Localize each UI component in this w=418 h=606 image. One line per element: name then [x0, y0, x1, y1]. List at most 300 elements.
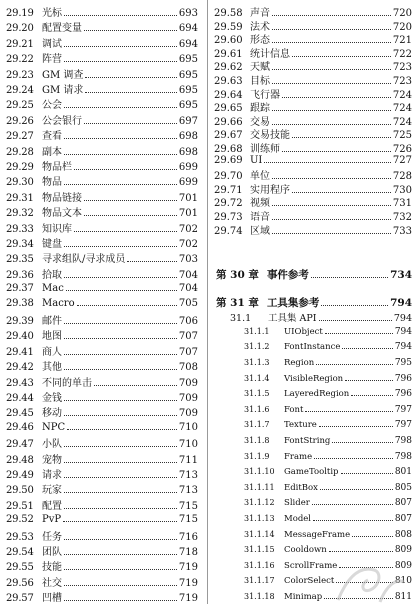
leader-dots — [272, 33, 391, 43]
toc-entry[interactable] — [244, 574, 412, 587]
leader-dots — [63, 512, 177, 522]
leader-dots — [64, 453, 177, 463]
entry-title: 物品 — [42, 177, 62, 189]
leader-dots — [84, 114, 177, 124]
toc-entry[interactable] — [6, 158, 198, 173]
leader-dots — [292, 129, 391, 139]
entry-title: 键盘 — [42, 239, 62, 250]
leader-dots — [329, 542, 393, 552]
section-title: 工具集 API — [268, 313, 317, 324]
entry-page: 718 — [178, 547, 198, 558]
toc-entry[interactable] — [6, 466, 198, 481]
entry-page: 796 — [394, 373, 412, 384]
entry-page: 710 — [178, 439, 198, 451]
entry-title: 实用程序 — [250, 184, 290, 196]
entry-title: FontString — [284, 435, 331, 446]
entry-number: 31.1.11 — [244, 482, 275, 492]
entry-title: 法术 — [250, 21, 270, 33]
entry-page: 805 — [394, 482, 412, 493]
entry-title: 地图 — [42, 331, 62, 343]
entry-title: 不同的单击 — [42, 377, 92, 389]
entry-page: 715 — [178, 500, 198, 512]
toc-entry[interactable] — [6, 35, 198, 50]
entry-title: GameTooltip — [284, 467, 339, 478]
entry-number: 31.1.13 — [244, 513, 275, 523]
entry-title: 调试 — [42, 38, 62, 50]
entry-number: 29.46 — [6, 421, 34, 433]
leader-dots — [272, 169, 391, 179]
entry-title: FontInstance — [284, 342, 341, 353]
toc-entry[interactable] — [6, 250, 198, 265]
entry-number: 29.28 — [6, 146, 34, 158]
toc-entry[interactable] — [214, 222, 412, 237]
leader-dots — [85, 83, 177, 93]
leader-dots — [305, 402, 392, 412]
entry-page: 709 — [178, 393, 198, 404]
entry-title: 技能 — [42, 562, 62, 574]
toc-entry[interactable] — [6, 343, 198, 358]
leader-dots — [321, 296, 388, 306]
leader-dots — [351, 386, 393, 396]
entry-number: 29.63 — [214, 76, 243, 87]
entry-number: 29.48 — [6, 454, 34, 466]
entry-number: 29.56 — [6, 577, 34, 589]
entry-page: 707 — [178, 346, 198, 358]
entry-number: 29.20 — [6, 23, 34, 35]
entry-number: 29.25 — [6, 100, 34, 112]
entry-number: 31.1.6 — [244, 404, 270, 414]
entry-title: UIObject — [284, 326, 323, 337]
leader-dots — [67, 420, 177, 430]
section-page: 794 — [393, 313, 412, 324]
chapter-title: 工具集参考 — [266, 297, 320, 309]
leader-dots — [272, 101, 391, 111]
entry-title: GM 请求 — [42, 85, 84, 96]
entry-number: 31.1.14 — [244, 529, 275, 539]
toc-entry[interactable] — [6, 297, 198, 310]
leader-dots — [314, 449, 393, 459]
entry-number: 29.49 — [6, 470, 34, 481]
toc-entry[interactable] — [244, 433, 412, 446]
leader-dots — [272, 6, 391, 16]
leader-dots — [64, 314, 177, 324]
toc-entry[interactable] — [244, 340, 412, 353]
entry-number: 29.51 — [6, 500, 34, 512]
toc-entry[interactable] — [244, 527, 412, 540]
leader-dots — [272, 20, 391, 30]
leader-dots — [84, 206, 177, 216]
entry-number: 31.1.15 — [244, 545, 275, 555]
toc-entry[interactable] — [244, 464, 412, 477]
leader-dots — [332, 433, 392, 443]
entry-page: 801 — [394, 467, 412, 478]
entry-page: 723 — [392, 76, 412, 87]
entry-number: 31.1.3 — [244, 357, 270, 367]
entry-page: 724 — [392, 103, 412, 115]
toc-entry[interactable] — [6, 420, 198, 433]
entry-page: 811 — [394, 591, 412, 602]
leader-dots — [339, 558, 392, 568]
entry-page: 796 — [394, 389, 412, 400]
toc-entry[interactable] — [6, 358, 198, 373]
entry-number: 29.44 — [6, 393, 34, 404]
entry-number: 29.58 — [214, 8, 243, 19]
leader-dots — [292, 183, 391, 193]
leader-dots — [64, 561, 177, 571]
entry-page: 733 — [392, 225, 412, 237]
entry-page: 795 — [394, 357, 412, 368]
entry-number: 29.66 — [214, 116, 243, 128]
leader-dots — [84, 191, 177, 201]
entry-number: 29.21 — [6, 38, 34, 50]
entry-title: Model — [284, 513, 312, 524]
toc-entry[interactable] — [6, 266, 198, 281]
leader-dots — [64, 99, 177, 109]
entry-number: 29.57 — [6, 593, 34, 605]
entry-title: 语音 — [250, 212, 270, 223]
entry-title: 玩家 — [42, 485, 62, 497]
entry-title: 副本 — [42, 146, 62, 158]
toc-entry[interactable] — [244, 449, 412, 462]
leader-dots — [272, 210, 391, 220]
leader-dots — [64, 237, 177, 247]
entry-page: 699 — [178, 162, 198, 173]
entry-page: 705 — [178, 298, 198, 310]
entry-page: 720 — [392, 21, 412, 33]
toc-entry[interactable] — [6, 497, 198, 512]
toc-chapter-31[interactable] — [216, 295, 412, 310]
entry-number: 29.65 — [214, 103, 243, 115]
entry-number: 29.70 — [214, 171, 243, 183]
entry-title: 区域 — [250, 225, 270, 237]
entry-page: 713 — [178, 470, 198, 481]
entry-number: 29.59 — [214, 21, 243, 33]
entry-number: 29.34 — [6, 239, 34, 250]
toc-entry[interactable] — [6, 50, 198, 65]
entry-page: 719 — [178, 562, 198, 574]
toc-entry[interactable] — [244, 418, 412, 431]
entry-number: 29.55 — [6, 562, 34, 574]
entry-number: 29.30 — [6, 177, 34, 189]
entry-title: 天赋 — [250, 62, 270, 74]
entry-page: 809 — [394, 545, 412, 556]
leader-dots — [64, 145, 177, 155]
entry-title: 交易 — [250, 116, 270, 128]
toc-entry[interactable] — [6, 512, 198, 525]
entry-number: 29.37 — [6, 282, 34, 294]
entry-page: 723 — [392, 62, 412, 74]
toc-entry[interactable] — [214, 154, 412, 167]
toc-entry[interactable] — [6, 143, 198, 158]
toc-entry[interactable] — [6, 173, 198, 188]
leader-dots — [311, 268, 388, 278]
toc-entry[interactable] — [244, 371, 412, 384]
chapter-title: 事件参考 — [266, 269, 309, 281]
toc-entry[interactable] — [6, 528, 198, 543]
entry-number: 29.68 — [214, 144, 243, 155]
leader-dots — [64, 576, 177, 586]
entry-number: 29.53 — [6, 531, 34, 543]
entry-title: Minimap — [284, 591, 323, 602]
toc-entry[interactable] — [6, 589, 198, 604]
entry-page: 709 — [178, 377, 198, 389]
toc-entry[interactable] — [6, 281, 198, 294]
leader-dots — [64, 129, 177, 139]
entry-title: 小队 — [42, 439, 62, 451]
toc-entry[interactable] — [6, 96, 198, 111]
entry-page: 715 — [178, 513, 198, 525]
entry-title: Region — [284, 357, 315, 368]
entry-title: 宠物 — [42, 454, 62, 466]
leader-dots — [272, 224, 391, 234]
entry-page: 701 — [178, 192, 198, 204]
entry-number: 29.69 — [214, 155, 243, 167]
toc-entry[interactable] — [244, 496, 412, 509]
leader-dots — [312, 496, 393, 506]
entry-number: 29.41 — [6, 346, 34, 358]
entry-page: 701 — [178, 208, 198, 220]
toc-entry[interactable] — [6, 389, 198, 404]
leader-dots — [64, 484, 177, 494]
entry-page: 710 — [178, 421, 198, 433]
toc-entry[interactable] — [6, 327, 198, 342]
entry-number: 29.60 — [214, 35, 243, 47]
toc-entry[interactable] — [6, 127, 198, 142]
leader-dots — [341, 464, 393, 474]
entry-number: 31.1.4 — [244, 373, 270, 383]
entry-number: 29.36 — [6, 269, 34, 281]
toc-entry[interactable] — [6, 204, 198, 219]
toc-entry[interactable] — [244, 386, 412, 399]
entry-title: 请求 — [42, 470, 62, 481]
leader-dots — [272, 74, 391, 84]
entry-page: 707 — [178, 331, 198, 343]
entry-title: UI — [250, 155, 263, 167]
entry-number: 31.1.16 — [244, 560, 275, 570]
entry-number: 29.38 — [6, 298, 34, 310]
entry-title: 凹槽 — [42, 593, 62, 605]
leader-dots — [64, 37, 177, 47]
entry-page: 719 — [178, 577, 198, 589]
entry-title: 团队 — [42, 547, 62, 558]
entry-page: 709 — [178, 408, 198, 420]
leader-dots — [77, 297, 177, 307]
entry-title: 商人 — [42, 346, 62, 358]
entry-page: 732 — [392, 212, 412, 223]
toc-entry[interactable] — [6, 558, 198, 573]
entry-number: 29.61 — [214, 48, 243, 60]
entry-title: 单位 — [250, 171, 270, 183]
entry-title: LayeredRegion — [284, 389, 350, 400]
entry-number: 29.35 — [6, 254, 34, 266]
entry-title: PvP — [42, 513, 62, 525]
toc-entry[interactable] — [244, 355, 412, 368]
toc-entry[interactable] — [6, 312, 198, 327]
toc-entry[interactable] — [244, 402, 412, 415]
entry-page: 724 — [392, 89, 412, 101]
entry-page: 706 — [178, 316, 198, 327]
entry-title: ColorSelect — [284, 576, 335, 587]
toc-entry[interactable] — [244, 324, 412, 337]
entry-page: 727 — [392, 155, 412, 167]
entry-title: 社交 — [42, 577, 62, 589]
entry-page: 695 — [178, 100, 198, 112]
entry-number: 29.71 — [214, 184, 243, 196]
entry-title: 飞行器 — [250, 89, 280, 101]
leader-dots — [345, 371, 393, 381]
entry-number: 29.29 — [6, 162, 34, 173]
toc-entry[interactable] — [244, 558, 412, 571]
toc-entry[interactable] — [6, 112, 198, 127]
entry-page: 798 — [394, 451, 412, 462]
leader-dots — [64, 468, 177, 478]
toc-entry[interactable] — [6, 435, 198, 450]
entry-number: 29.54 — [6, 547, 34, 558]
toc-entry[interactable] — [6, 404, 198, 419]
leader-dots — [64, 391, 177, 401]
toc-entry[interactable] — [6, 574, 198, 589]
toc-entry[interactable] — [6, 374, 198, 389]
entry-number: 31.1.8 — [244, 435, 270, 445]
toc-entry[interactable] — [6, 451, 198, 466]
entry-page: 693 — [178, 8, 198, 19]
entry-title: 邮件 — [42, 316, 62, 327]
entry-page: 728 — [392, 171, 412, 183]
entry-page: 694 — [178, 23, 198, 35]
entry-number: 29.19 — [6, 8, 34, 19]
entry-title: Cooldown — [284, 545, 327, 556]
entry-title: 跟踪 — [250, 103, 270, 115]
entry-page: 722 — [392, 48, 412, 60]
entry-number: 29.39 — [6, 316, 34, 327]
entry-page: 704 — [178, 269, 198, 281]
entry-title: 金钱 — [42, 393, 62, 404]
leader-dots — [272, 115, 391, 125]
leader-dots — [64, 545, 177, 555]
entry-page: 720 — [392, 8, 412, 19]
entry-title: Frame — [284, 451, 313, 462]
entry-page: 725 — [392, 130, 412, 142]
leader-dots — [74, 222, 177, 232]
leader-dots — [64, 499, 177, 509]
entry-number: 29.74 — [214, 225, 243, 237]
leader-dots — [64, 330, 177, 340]
toc-entry[interactable] — [244, 589, 412, 602]
entry-number: 31.1.2 — [244, 342, 270, 352]
entry-title: 寻求组队/寻求成员 — [42, 254, 126, 266]
entry-page: 704 — [178, 282, 198, 294]
entry-title: NPC — [42, 421, 66, 433]
leader-dots — [64, 360, 177, 370]
entry-title: 公会 — [42, 100, 62, 112]
leader-dots — [74, 160, 177, 170]
toc-section-31-1[interactable] — [230, 310, 412, 324]
toc-entry[interactable] — [6, 481, 198, 496]
entry-title: 目标 — [250, 76, 270, 87]
leader-dots — [127, 253, 177, 263]
entry-page: 711 — [178, 454, 198, 466]
entry-number: 29.27 — [6, 131, 34, 143]
leader-dots — [319, 418, 393, 428]
entry-number: 31.1.9 — [244, 451, 270, 461]
leader-dots — [342, 340, 392, 350]
leader-dots — [64, 407, 177, 417]
entry-number: 29.52 — [6, 513, 34, 525]
toc-entry[interactable] — [6, 543, 198, 558]
entry-title: 配置 — [42, 500, 62, 512]
entry-title: EditBox — [284, 482, 318, 493]
entry-number: 29.32 — [6, 208, 34, 220]
entry-page: 794 — [394, 326, 412, 337]
entry-number: 29.24 — [6, 85, 34, 96]
leader-dots — [84, 22, 177, 32]
entry-title: 拾取 — [42, 269, 62, 281]
entry-title: 形态 — [250, 35, 270, 47]
entry-title: 阵营 — [42, 54, 62, 66]
leader-dots — [64, 345, 177, 355]
entry-number: 31.1.1 — [244, 326, 270, 336]
entry-number: 31.1.5 — [244, 389, 270, 399]
toc-entry[interactable] — [6, 66, 198, 81]
entry-number: 29.45 — [6, 408, 34, 420]
entry-title: 统计信息 — [250, 48, 290, 60]
toc-entry[interactable] — [244, 542, 412, 555]
entry-page: 695 — [178, 69, 198, 81]
toc-entry[interactable] — [6, 19, 198, 34]
toc-entry[interactable] — [6, 235, 198, 250]
entry-page: 797 — [394, 420, 412, 431]
toc-entry[interactable] — [244, 511, 412, 524]
toc-entry[interactable] — [6, 4, 198, 19]
entry-page: 698 — [178, 146, 198, 158]
toc-entry[interactable] — [6, 220, 198, 235]
entry-number: 29.22 — [6, 54, 34, 66]
toc-entry[interactable] — [6, 81, 198, 96]
chapter-number: 第 30 章 — [216, 269, 259, 281]
toc-chapter-30[interactable] — [216, 267, 412, 282]
leader-dots — [66, 281, 177, 291]
entry-page: 808 — [394, 529, 412, 540]
entry-number: 29.26 — [6, 115, 34, 127]
leader-dots — [64, 6, 177, 16]
leader-dots — [64, 176, 177, 186]
entry-number: 29.72 — [214, 198, 243, 210]
entry-number: 31.1.10 — [244, 467, 275, 477]
toc-entry[interactable] — [6, 189, 198, 204]
entry-number: 29.42 — [6, 362, 34, 374]
entry-title: 物品文本 — [42, 208, 82, 220]
leader-dots — [64, 437, 177, 447]
leader-dots — [94, 376, 177, 386]
entry-number: 29.67 — [214, 130, 243, 142]
entry-title: 移动 — [42, 408, 62, 420]
entry-title: 物品链接 — [42, 192, 82, 204]
toc-entry[interactable] — [244, 480, 412, 493]
entry-page: 694 — [178, 38, 198, 50]
entry-number: 29.43 — [6, 377, 34, 389]
entry-number: 29.64 — [214, 89, 243, 101]
entry-page: 797 — [394, 404, 412, 415]
entry-title: Texture — [284, 420, 317, 431]
entry-page: 810 — [394, 576, 412, 587]
entry-title: 物品栏 — [42, 162, 72, 173]
leader-dots — [272, 61, 391, 71]
section-number: 31.1 — [230, 313, 252, 324]
entry-title: 知识库 — [42, 223, 72, 235]
entry-page: 695 — [178, 54, 198, 66]
entry-title: 其他 — [42, 362, 62, 374]
column-divider — [207, 0, 208, 604]
